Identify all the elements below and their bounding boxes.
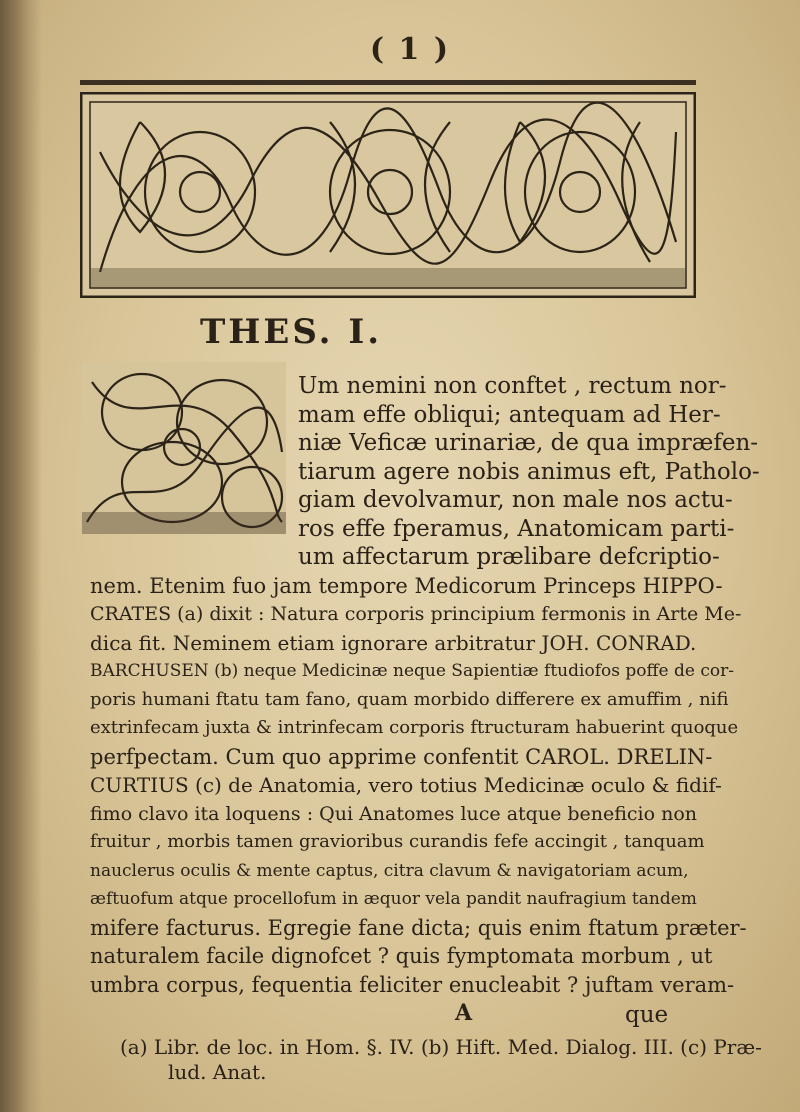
text-line: niæ Veficæ urinariæ, de qua impræfen- bbox=[298, 430, 759, 456]
text-line: umbra corpus, fequentia feliciter enucleabit ? juftam veram- bbox=[90, 973, 735, 997]
text-line: Um nemini non conftet , rectum nor- bbox=[298, 373, 727, 399]
text-line: tiarum agere nobis animus eft, Patholo- bbox=[298, 459, 760, 485]
text-line: um affectarum prælibare defcriptio- bbox=[298, 544, 720, 570]
decorated-initial-ornament bbox=[82, 362, 286, 534]
catchword: que bbox=[625, 1002, 669, 1028]
text-line: dica fit. Neminem etiam ignorare arbitratur JOH. CONRAD. bbox=[90, 631, 697, 655]
signature-mark: A bbox=[455, 1000, 473, 1026]
text-line: giam devolvamur, non male nos actu- bbox=[298, 487, 733, 513]
text-line: fruitur , morbis tamen gravioribus curandis fefe accingit , tanquam bbox=[90, 831, 705, 852]
text-line: mam effe obliqui; antequam ad Her- bbox=[298, 402, 721, 428]
text-line: CURTIUS (c) de Anatomia, vero totius Medicinæ oculo & fidif- bbox=[90, 773, 722, 797]
page-number: ( 1 ) bbox=[369, 32, 451, 67]
ornamental-headpiece bbox=[80, 92, 696, 298]
page-gutter-shadow bbox=[0, 0, 42, 1112]
text-line: nauclerus oculis & mente captus, citra clavum & navigatoriam acum, bbox=[90, 861, 689, 881]
text-line: nem. Etenim fuo jam tempore Medicorum Princeps HIPPO- bbox=[90, 574, 723, 598]
text-line: mifere facturus. Egregie fane dicta; quis enim ftatum præter- bbox=[90, 916, 747, 940]
footnote-line: lud. Anat. bbox=[168, 1060, 267, 1084]
footnote-line: (a) Libr. de loc. in Hom. §. IV. (b) Hift. Med. Dialog. III. (c) Præ- bbox=[120, 1035, 762, 1059]
text-line: poris humani ftatu tam fano, quam morbido differere ex amuffim , nifi bbox=[90, 689, 729, 710]
text-line: perfpectam. Cum quo apprime confentit CAROL. DRELIN- bbox=[90, 745, 713, 769]
text-line: CRATES (a) dixit : Natura corporis principium fermonis in Arte Me- bbox=[90, 603, 742, 625]
text-line: æftuofum atque procellofum in æquor vela pandit naufragium tandem bbox=[90, 889, 697, 909]
text-line: extrinfecam juxta & intrinfecam corporis ftructuram habuerint quoque bbox=[90, 717, 739, 738]
head-rule bbox=[80, 80, 696, 85]
text-line: ros effe fperamus, Anatomicam parti- bbox=[298, 516, 735, 542]
text-line: fimo clavo ita loquens : Qui Anatomes luce atque beneficio non bbox=[90, 803, 698, 825]
text-line: BARCHUSEN (b) neque Medicinæ neque Sapientiæ ftudiofos poffe de cor- bbox=[90, 661, 734, 681]
chapter-title: THES. I. bbox=[200, 312, 383, 352]
text-line: naturalem facile dignofcet ? quis fymptomata morbum , ut bbox=[90, 944, 713, 968]
